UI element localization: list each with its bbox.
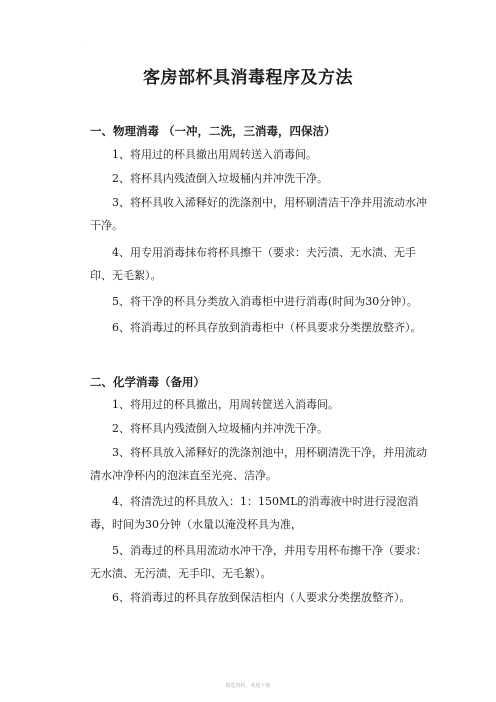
list-item: 6、将消毒过的杯具存放到消毒柜中（杯具要求分类摆放整齐）。 xyxy=(112,321,422,334)
list-item: 4、将清洗过的杯具放入：1：150ML的消毒液中时进行浸泡消毒，时间为30分钟（水量以淹没杯具为准， xyxy=(90,495,419,531)
list-item: 5、消毒过的杯具用流动水冲干净，并用专用杯布擦干净（要求：无水渍、无污渍、无手印、无毛絮）。 xyxy=(90,544,427,580)
list-item: 5、将干净的杯具分类放入消毒柜中进行消毒(时间为30分钟）。 xyxy=(112,295,418,308)
document-title: 客房部杯具消毒程序及方法 xyxy=(143,68,353,88)
list-item: 3、将杯具放入浠释好的洗涤剂池中，用杯刷清洗干净，并用流动清水冲净杯内的泡沫直至光亮、洁净。 xyxy=(90,446,427,482)
header-mark: . xyxy=(86,42,88,48)
list-item: 1、将用过的杯具撤出用周转送入消毒间。 xyxy=(112,148,317,161)
list-item: 3、将杯具收入浠释好的洗涤剂中，用杯刷清洁干净并用流动水冲干净。 xyxy=(90,196,427,232)
list-item: 2、将杯具内残渣倒入垃圾桶内并冲洗干净。 xyxy=(112,422,328,435)
list-item: 1、将用过的杯具撤出，用周转筐送入消毒间。 xyxy=(112,398,339,411)
section-heading-physical: 一、物理消毒 （一冲，二洗，三消毒，四保洁） xyxy=(90,124,336,138)
page-footer: 精选资料，欢迎下载 xyxy=(225,683,271,689)
section-heading-chemical: 二、化学消毒（备用） xyxy=(90,375,205,389)
list-item: 2、将杯具内残渣倒入垃圾桶内并冲洗干净。 xyxy=(112,172,328,185)
list-item: 4、用专用消毒抹布将杯具擦干（要求：夫污渍、无水渍、无手印、无毛絮）。 xyxy=(90,246,416,282)
list-item: 6、将消毒过的杯具存放到保洁柜内（人要求分类摆放整齐）。 xyxy=(112,591,411,604)
